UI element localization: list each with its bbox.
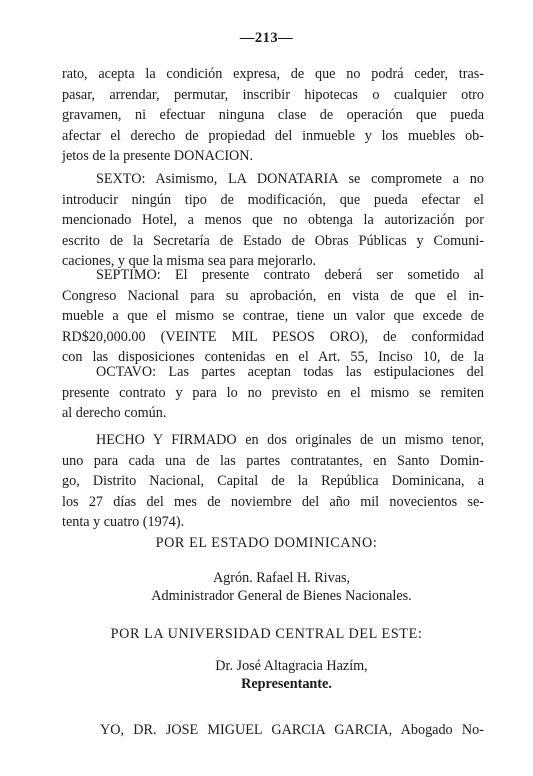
text-line: SEPTIMO: El presente contrato deberá ser sometido al [96, 267, 484, 283]
text-line: gravamen, ni efectuar ninguna clase de operación que pueda [62, 107, 484, 124]
text-line: tenta y cuatro (1974). [62, 514, 185, 531]
paragraph-donation-condition [62, 64, 484, 167]
text-line: con las disposiciones contenidas en el Art. 55, Inciso 10, de la [62, 349, 484, 366]
text-line: los 27 días del mes de noviembre del año mil novecientos se- [62, 493, 484, 510]
text-line: caciones, y que la misma sea para mejorarlo. [62, 253, 317, 270]
text-line: mencionado Hotel, a menos que no obtenga la autorización por [62, 212, 484, 229]
closing-line [100, 720, 484, 741]
text-line: rato, acepta la condición expresa, de que no podrá ceder, tras- [62, 66, 484, 82]
paragraph-hecho-y-firmado [62, 430, 484, 533]
text-line: pasar, arrendar, permutar, inscribir hipotecas o cualquier otro [62, 86, 484, 103]
signature-heading-estado: POR EL ESTADO DOMINICANO: [155, 535, 378, 551]
paragraph-sexto [62, 169, 484, 272]
text-line: escrito de la Secretaría de Estado de Obras Públicas y Comuni- [62, 232, 484, 249]
signature-heading-universidad: POR LA UNIVERSIDAD CENTRAL DEL ESTE: [110, 626, 423, 642]
text-line: mueble a que el mismo se contrae, tiene un valor que excede de [62, 308, 484, 325]
text-line: OCTAVO: Las partes aceptan todas las estipulaciones del [96, 364, 484, 380]
text-line: presente contrato y para lo no previsto en el mismo se remiten [62, 384, 484, 401]
text-line: jetos de la presente DONACION. [62, 148, 254, 165]
text-line: Congreso Nacional para su aprobación, en vista de que el in- [62, 287, 484, 304]
paragraph-septimo [62, 265, 484, 368]
text-line: RD$20,000.00 (VEINTE MIL PESOS ORO), de conformidad [62, 328, 484, 345]
page-number: —213— [239, 30, 294, 46]
signatory-name-estado: Agrón. Rafael H. Rivas, [212, 570, 351, 586]
text-line: introducir ningún tipo de modificación, que pueda efectar el [62, 191, 484, 208]
text-line: SEXTO: Asimismo, LA DONATARIA se compromete a no [96, 171, 484, 187]
text-line: YO, DR. JOSE MIGUEL GARCIA GARCIA, Abogado No- [100, 722, 484, 738]
paragraph-octavo [62, 362, 484, 424]
signatory-title-universidad: Representante. [241, 676, 332, 692]
text-line: afectar el derecho de propiedad del inmueble y los muebles ob- [62, 127, 484, 144]
text-line: HECHO Y FIRMADO en dos originales de un mismo tenor, [96, 432, 484, 448]
text-line: go, Distrito Nacional, Capital de la República Dominicana, a [62, 473, 484, 490]
text-line: uno para cada una de las partes contratantes, en Santo Domin- [62, 452, 484, 469]
signatory-title-estado: Administrador General de Bienes Nacionales. [151, 588, 412, 604]
signatory-name-universidad: Dr. José Altagracia Hazím, [215, 658, 368, 674]
text-line: al derecho común. [62, 405, 167, 422]
